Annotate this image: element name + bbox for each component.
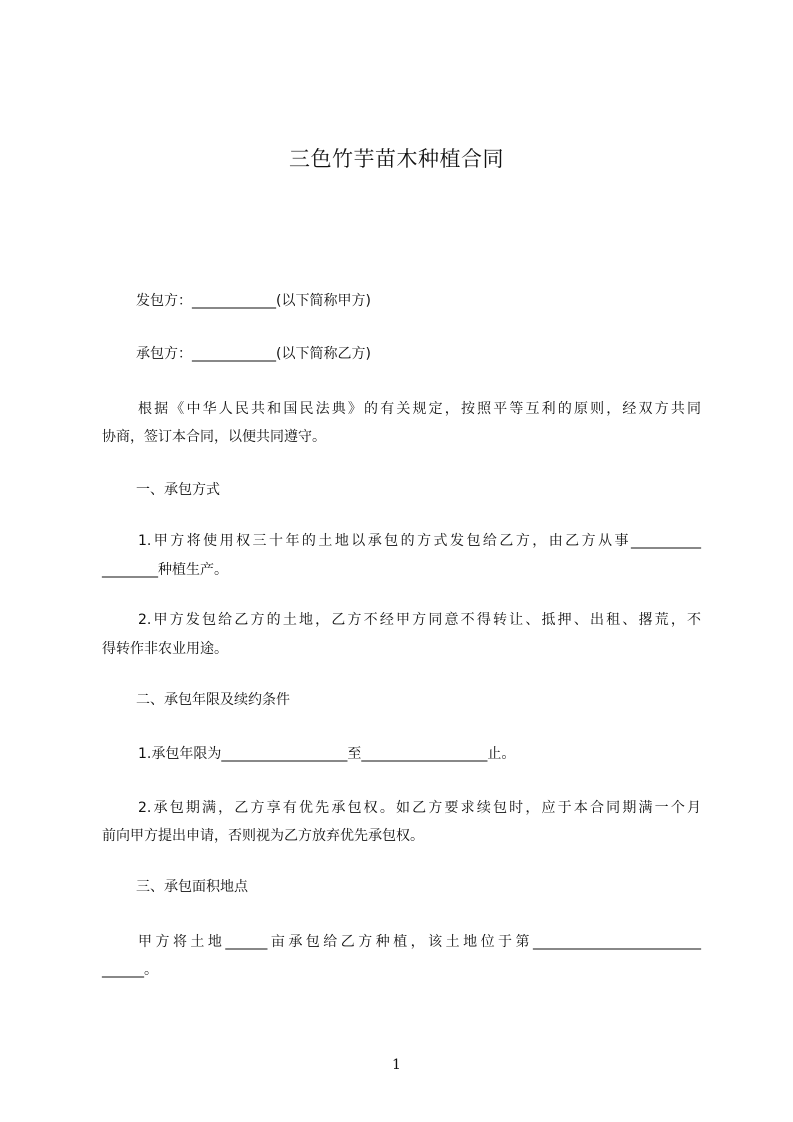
section-2-item-2-line-1: 2.承包期满，乙方享有优先承包权。如乙方要求续包时，应于本合同期满一个月: [138, 800, 701, 816]
party-b-line: 承包方：____________(以下简称乙方): [136, 346, 371, 362]
section-1-item-1-line-2: ________种植生产。: [102, 562, 228, 578]
section-3-line-1: 甲方将土地______亩承包给乙方种植，该土地位于第________________________: [138, 934, 701, 950]
page-number: 1: [392, 1057, 401, 1073]
section-1-item-1-line-1: 1.甲方将使用权三十年的土地以承包的方式发包给乙方，由乙方从事__________: [138, 533, 701, 549]
section-1-heading: 一、承包方式: [136, 482, 220, 498]
section-2-heading: 二、承包年限及续约条件: [136, 692, 290, 708]
section-3-heading: 三、承包面积地点: [136, 879, 248, 895]
section-2-item-1: 1.承包年限为__________________至__________________止。: [138, 746, 516, 762]
intro-paragraph-line-2: 协商，签订本合同，以便共同遵守。: [102, 429, 326, 445]
section-2-item-2-line-2: 前向甲方提出申请，否则视为乙方放弃优先承包权。: [102, 828, 424, 844]
section-1-item-2-line-2: 得转作非农业用途。: [102, 641, 228, 657]
document-title: 三色竹芋苗木种植合同: [289, 147, 504, 171]
intro-paragraph-line-1: 根据《中华人民共和国民法典》的有关规定，按照平等互利的原则，经双方共同: [138, 401, 701, 417]
section-3-line-2: ______。: [102, 962, 158, 978]
section-1-item-2-line-1: 2.甲方发包给乙方的土地，乙方不经甲方同意不得转让、抵押、出租、撂荒，不: [138, 612, 701, 628]
party-a-line: 发包方：____________(以下简称甲方): [136, 293, 371, 309]
